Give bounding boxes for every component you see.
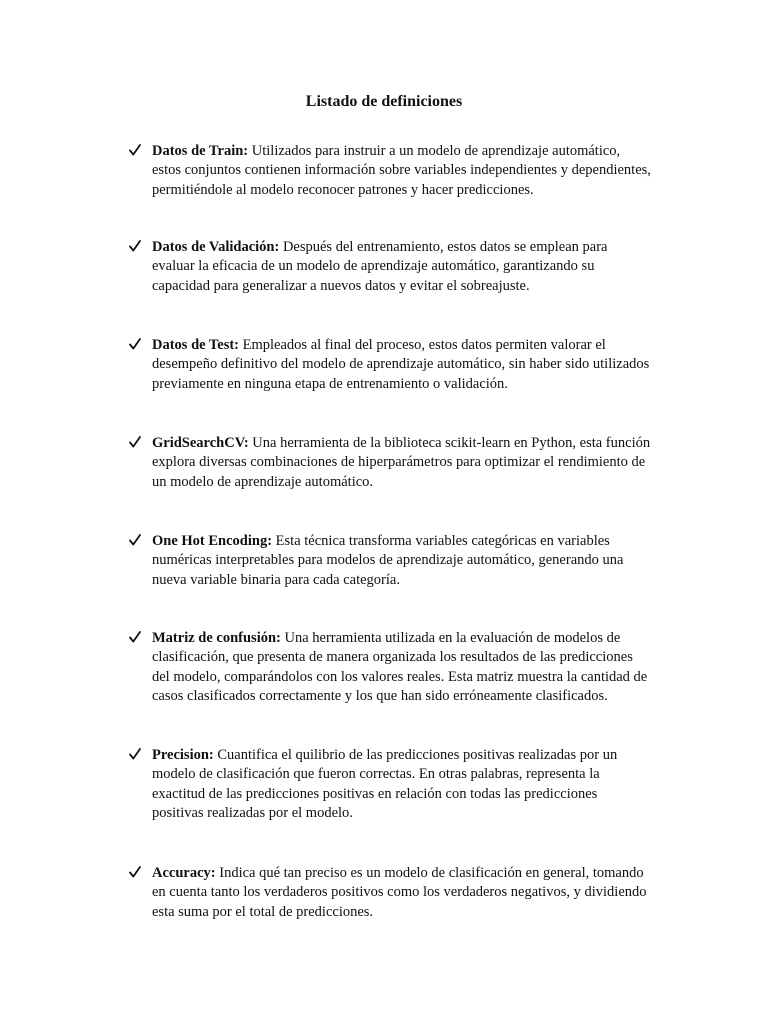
term-label: One Hot Encoding: bbox=[152, 533, 273, 549]
definition-text bbox=[152, 336, 652, 394]
definition-body: Empleados al final del proceso, estos datos permiten valorar el desempeño definitivo del modelo de aprendizaje automático, sin haber sido utilizados previamente en ninguna etapa de entrenamiento o validación. bbox=[152, 337, 650, 392]
definition-text bbox=[152, 434, 652, 492]
definition-body: Cuantifica el quilibrio de las predicciones positivas realizadas por un modelo de clasificación que fueron correctas. En otras palabras, representa la exactitud de las predicciones positivas en relación con todas las predicciones positivas realizadas por el modelo. bbox=[152, 747, 618, 822]
definition-body: Utilizados para instruir a un modelo de aprendizaje automático, estos conjuntos contienen información sobre variables independientes y dependientes, permitiéndole al modelo reconocer patrones y hacer predicciones. bbox=[152, 143, 651, 198]
definition-body: Una herramienta de la biblioteca scikit-learn en Python, esta función explora diversas combinaciones de hiperparámetros para optimizar el rendimiento de un modelo de aprendizaje automático. bbox=[152, 435, 651, 490]
checkmark-icon bbox=[128, 336, 142, 352]
term-label: Datos de Train: bbox=[152, 143, 249, 159]
definition-body: Una herramienta utilizada en la evaluación de modelos de clasificación, que presenta de manera organizada los resultados de las predicciones del modelo, comparándolos con los valores reales. Esta matriz muestra la cantidad de casos clasificados correctamente y los que han sido erróneamente clasificados. bbox=[152, 630, 648, 705]
definition-body: Indica qué tan preciso es un modelo de clasificación en general, tomando en cuenta tanto los verdaderos positivos como los verdaderos negativos, y dividiendo esta suma por el total de predicciones. bbox=[152, 865, 647, 920]
definition-body: Después del entrenamiento, estos datos se emplean para evaluar la eficacia de un modelo de aprendizaje automático, garantizando su capacidad para generalizar a nuevos datos y evitar el sobreajuste. bbox=[152, 239, 608, 294]
page-title: Listado de definiciones bbox=[305, 93, 463, 110]
checkmark-icon bbox=[128, 629, 142, 645]
term-label: Matriz de confusión: bbox=[152, 630, 281, 646]
term-label: GridSearchCV: bbox=[152, 435, 249, 451]
definition-text bbox=[152, 864, 652, 922]
definition-body: Esta técnica transforma variables categóricas en variables numéricas interpretables para modelos de aprendizaje automático, generando una nueva variable binaria para cada categoría. bbox=[152, 533, 624, 588]
term-label: Datos de Test: bbox=[152, 337, 240, 353]
checkmark-icon bbox=[128, 238, 142, 254]
definition-text bbox=[152, 532, 652, 590]
checkmark-icon bbox=[128, 746, 142, 762]
checkmark-icon bbox=[128, 142, 142, 158]
checkmark-icon bbox=[128, 864, 142, 880]
checkmark-icon bbox=[128, 532, 142, 548]
term-label: Precision: bbox=[152, 747, 214, 763]
definition-text bbox=[152, 142, 652, 200]
term-label: Datos de Validación: bbox=[152, 239, 280, 255]
definition-text bbox=[152, 238, 652, 296]
checkmark-icon bbox=[128, 434, 142, 450]
term-label: Accuracy: bbox=[152, 865, 216, 881]
definition-text bbox=[152, 629, 652, 707]
definition-text bbox=[152, 746, 652, 824]
